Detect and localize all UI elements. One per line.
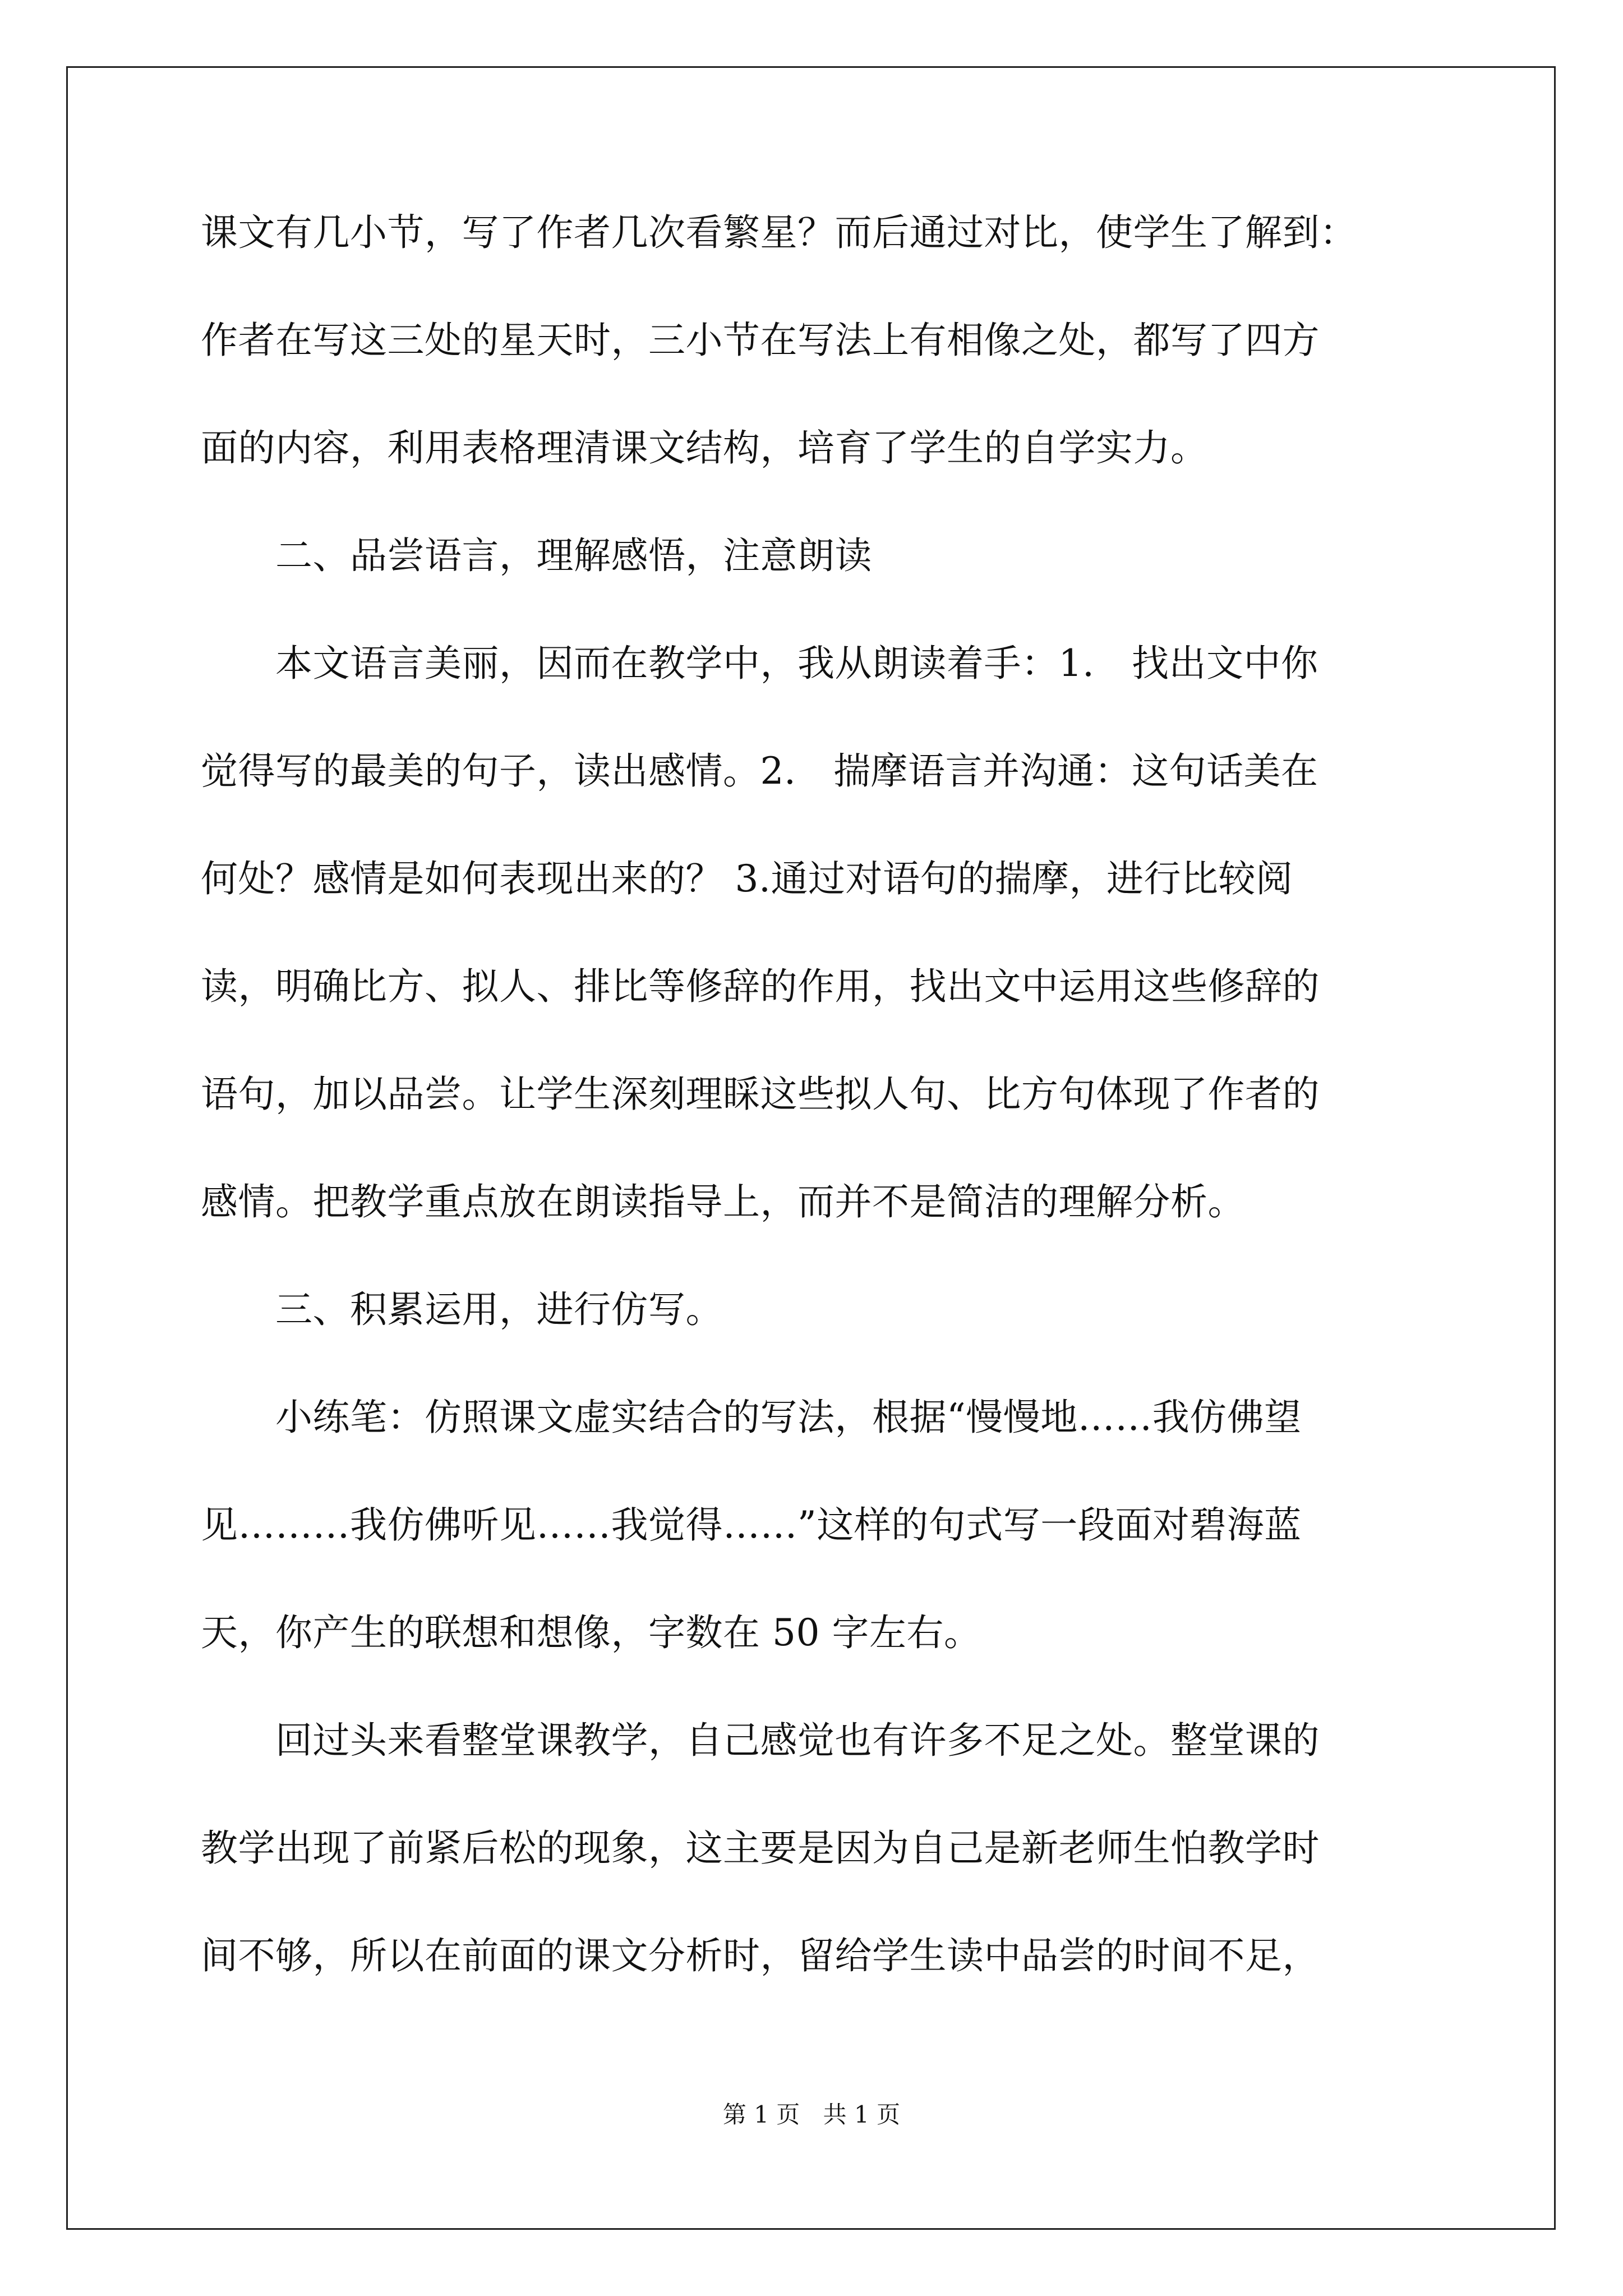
text-line-9: 语句，加以品尝。让学生深刻理睬这些拟人句、比方句体现了作者的: [201, 1073, 1320, 1116]
text-line-17: 间不够，所以在前面的课文分析时，留给学生读中品尝的时间不足，: [201, 1934, 1320, 1977]
text-line-16: 教学出现了前紧后松的现象，这主要是因为自己是新老师生怕教学时: [201, 1826, 1320, 1870]
section-heading-2: 二、品尝语言，理解感悟，注意朗读: [201, 534, 872, 577]
text-line-15: 回过头来看整堂课教学，自己感觉也有许多不足之处。整堂课的: [201, 1719, 1320, 1762]
page-footer: [0, 2098, 1623, 2132]
section-heading-3: 三、积累运用，进行仿写。: [201, 1288, 723, 1331]
text-line-10: 感情。把教学重点放在朗读指导上，而并不是简洁的理解分析。: [201, 1180, 1245, 1223]
text-line-7: 何处？感情是如何表现出来的？ 3.通过对语句的揣摩，进行比较阅: [201, 857, 1293, 900]
text-line-14: 天，你产生的联想和想像，字数在 50 字左右。: [201, 1611, 981, 1654]
text-line-8: 读，明确比方、拟人、排比等修辞的作用，找出文中运用这些修辞的: [201, 965, 1320, 1008]
text-line-2: 作者在写这三处的星天时，三小节在写法上有相像之处，都写了四方: [201, 319, 1320, 362]
text-line-6: 觉得写的最美的句子，读出感情。2. 揣摩语言并沟通：这句话美在: [201, 749, 1318, 793]
text-line-13: 见………我仿佛听见……我觉得……”这样的句式写一段面对碧海蓝: [201, 1503, 1302, 1547]
text-line-5: 本文语言美丽，因而在教学中，我从朗读着手：1. 找出文中你: [201, 642, 1318, 685]
text-line-3: 面的内容，利用表格理清课文结构，培育了学生的自学实力。: [201, 426, 1208, 470]
text-line-12: 小练笔：仿照课文虚实结合的写法，根据“慢慢地……我仿佛望: [201, 1396, 1302, 1439]
page-number-total: 共 1 页: [823, 2101, 901, 2128]
text-line-1: 课文有几小节，写了作者几次看繁星？而后通过对比，使学生了解到：: [201, 211, 1357, 254]
page-number-current: 第 1 页: [722, 2101, 800, 2128]
page-border: [66, 66, 1556, 2230]
